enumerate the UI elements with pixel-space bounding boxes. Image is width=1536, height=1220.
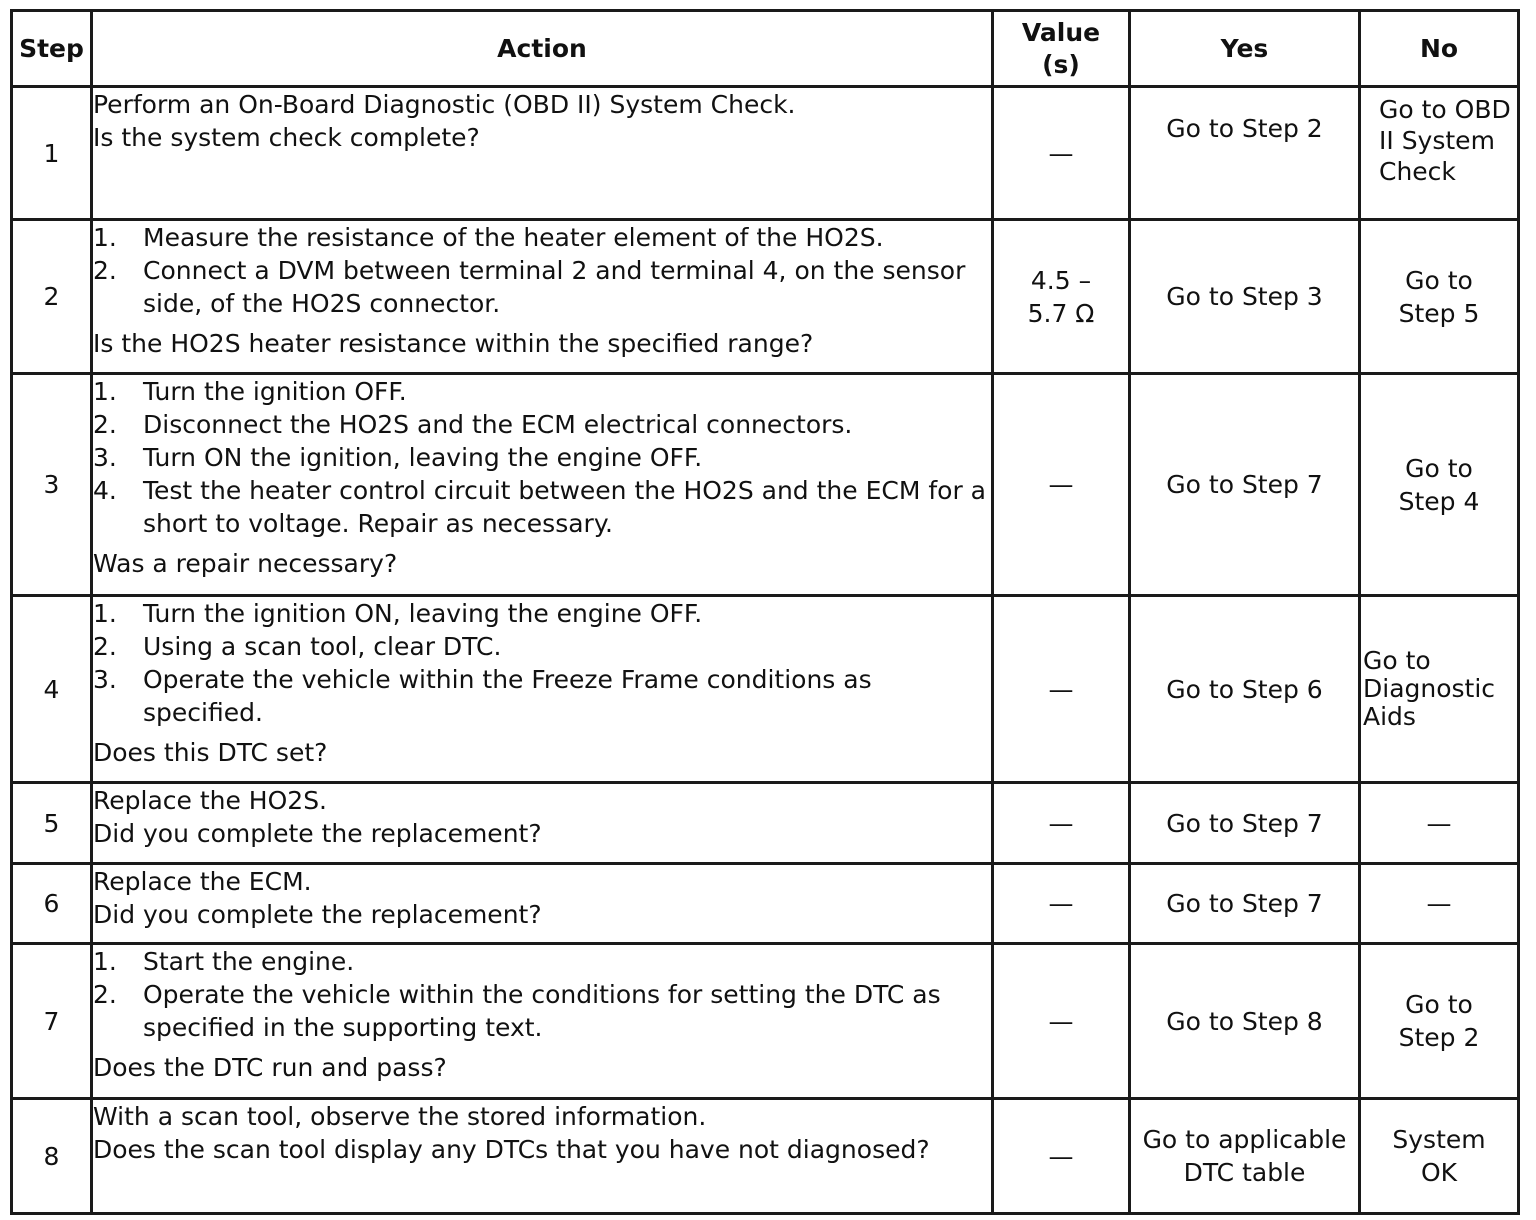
value-cell: — xyxy=(993,783,1130,864)
item-text: Disconnect the HO2S and the ECM electrical connectors. xyxy=(143,410,853,439)
no-cell: Go to Step 4 xyxy=(1360,374,1519,596)
item-text: Turn the ignition OFF. xyxy=(143,377,407,406)
step-number: 5 xyxy=(12,783,92,864)
item-number: 2. xyxy=(93,980,117,1009)
no-cell: — xyxy=(1360,864,1519,944)
action-steps xyxy=(93,597,991,729)
yes-cell: Go to Step 7 xyxy=(1130,783,1360,864)
list-item xyxy=(93,978,991,1044)
list-item xyxy=(93,221,991,254)
list-item xyxy=(93,597,991,630)
header-action: Action xyxy=(92,11,993,87)
list-item xyxy=(93,375,991,408)
value-cell: — xyxy=(993,87,1130,220)
action-question: Is the system check complete? xyxy=(93,123,480,152)
table-row xyxy=(12,220,1519,374)
action-cell xyxy=(92,1099,993,1214)
no-cell: Go to Step 2 xyxy=(1360,944,1519,1099)
action-steps xyxy=(93,221,991,320)
step-number: 3 xyxy=(12,374,92,596)
action-question: Does the DTC run and pass? xyxy=(93,1053,447,1082)
item-number: 2. xyxy=(93,632,117,661)
step-number: 4 xyxy=(12,596,92,783)
table-row xyxy=(12,374,1519,596)
item-number: 3. xyxy=(93,443,117,472)
item-text: Turn the ignition ON, leaving the engine OFF. xyxy=(143,599,703,628)
no-cell: System OK xyxy=(1360,1099,1519,1214)
action-cell xyxy=(92,944,993,1099)
action-question: Was a repair necessary? xyxy=(93,549,398,578)
step-number: 8 xyxy=(12,1099,92,1214)
action-question: Is the HO2S heater resistance within the specified range? xyxy=(93,329,814,358)
item-text: Operate the vehicle within the conditions for setting the DTC as specified in the supporting text. xyxy=(143,980,941,1042)
item-number: 1. xyxy=(93,599,117,628)
item-text: Operate the vehicle within the Freeze Frame conditions as specified. xyxy=(143,665,872,727)
item-text: Turn ON the ignition, leaving the engine OFF. xyxy=(143,443,703,472)
header-yes: Yes xyxy=(1130,11,1360,87)
item-text: Test the heater control circuit between the HO2S and the ECM for a short to voltage. Repair as necessary. xyxy=(143,476,987,538)
action-text: Replace the ECM. xyxy=(93,867,312,896)
value-cell: — xyxy=(993,944,1130,1099)
yes-cell: Go to Step 2 xyxy=(1130,87,1360,220)
item-number: 1. xyxy=(93,377,117,406)
yes-cell: Go to Step 8 xyxy=(1130,944,1360,1099)
value-cell: — xyxy=(993,374,1130,596)
action-text: With a scan tool, observe the stored information. xyxy=(93,1102,707,1131)
yes-cell: Go to Step 6 xyxy=(1130,596,1360,783)
step-number: 1 xyxy=(12,87,92,220)
action-text: Perform an On-Board Diagnostic (OBD II) System Check. xyxy=(93,90,796,119)
yes-cell: Go to applicable DTC table xyxy=(1130,1099,1360,1214)
step-number: 2 xyxy=(12,220,92,374)
table-row xyxy=(12,87,1519,220)
action-steps xyxy=(93,945,991,1044)
action-steps xyxy=(93,375,991,540)
yes-cell: Go to Step 7 xyxy=(1130,864,1360,944)
list-item xyxy=(93,663,991,729)
list-item xyxy=(93,630,991,663)
header-step: Step xyxy=(12,11,92,87)
table-row xyxy=(12,596,1519,783)
no-cell: Go to Diagnostic Aids xyxy=(1360,596,1519,783)
action-question: Did you complete the replacement? xyxy=(93,900,542,929)
step-number: 6 xyxy=(12,864,92,944)
header-row xyxy=(12,11,1519,87)
action-cell xyxy=(92,596,993,783)
header-no: No xyxy=(1360,11,1519,87)
item-number: 4. xyxy=(93,476,117,505)
item-number: 1. xyxy=(93,947,117,976)
yes-cell: Go to Step 7 xyxy=(1130,374,1360,596)
item-text: Using a scan tool, clear DTC. xyxy=(143,632,502,661)
step-number: 7 xyxy=(12,944,92,1099)
action-text: Replace the HO2S. xyxy=(93,786,328,815)
item-text: Start the engine. xyxy=(143,947,355,976)
item-text: Measure the resistance of the heater element of the HO2S. xyxy=(143,223,884,252)
action-cell xyxy=(92,783,993,864)
action-cell xyxy=(92,864,993,944)
action-question: Did you complete the replacement? xyxy=(93,819,542,848)
value-cell: — xyxy=(993,864,1130,944)
no-cell: Go to OBD II System Check xyxy=(1360,87,1519,220)
list-item xyxy=(93,945,991,978)
no-cell: Go to Step 5 xyxy=(1360,220,1519,374)
item-number: 2. xyxy=(93,410,117,439)
table-row xyxy=(12,864,1519,944)
value-cell: 4.5 – 5.7 Ω xyxy=(993,220,1130,374)
value-cell: — xyxy=(993,1099,1130,1214)
action-cell xyxy=(92,374,993,596)
list-item xyxy=(93,254,991,320)
action-cell xyxy=(92,220,993,374)
item-number: 1. xyxy=(93,223,117,252)
item-text: Connect a DVM between terminal 2 and terminal 4, on the sensor side, of the HO2S connector. xyxy=(143,256,966,318)
table-row xyxy=(12,1099,1519,1214)
yes-cell: Go to Step 3 xyxy=(1130,220,1360,374)
list-item xyxy=(93,474,991,540)
no-cell: — xyxy=(1360,783,1519,864)
table-row xyxy=(12,783,1519,864)
header-value: Value (s) xyxy=(993,11,1130,87)
action-question: Does this DTC set? xyxy=(93,738,328,767)
list-item xyxy=(93,408,991,441)
action-cell xyxy=(92,87,993,220)
list-item xyxy=(93,441,991,474)
value-cell: — xyxy=(993,596,1130,783)
diagnostic-table xyxy=(10,9,1520,1215)
item-number: 2. xyxy=(93,256,117,285)
table-row xyxy=(12,944,1519,1099)
item-number: 3. xyxy=(93,665,117,694)
action-question: Does the scan tool display any DTCs that you have not diagnosed? xyxy=(93,1135,930,1164)
